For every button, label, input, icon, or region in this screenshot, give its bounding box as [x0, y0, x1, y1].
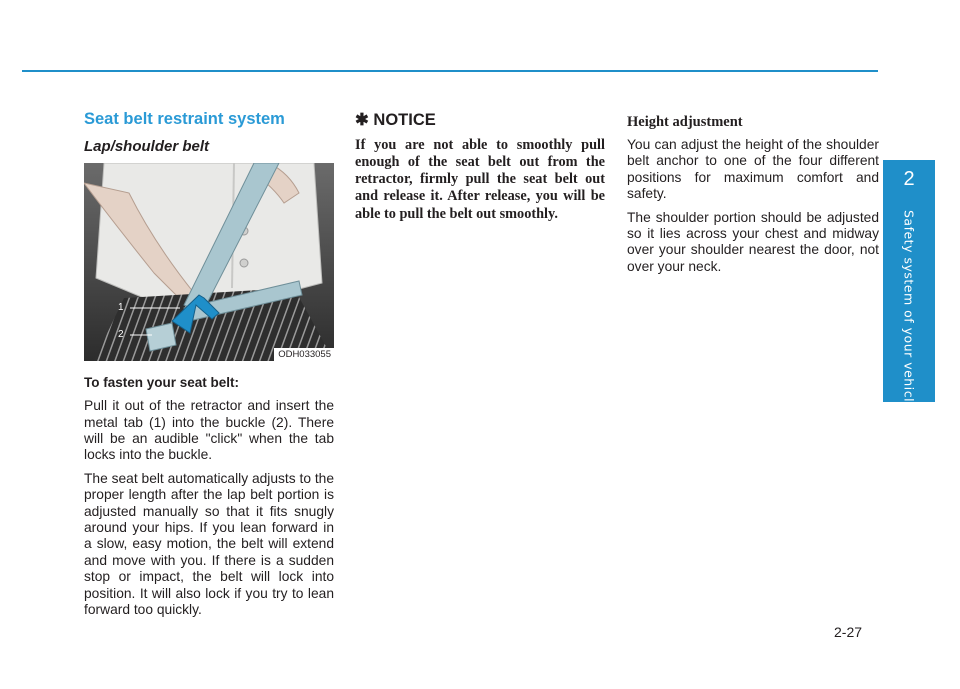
fasten-heading: To fasten your seat belt: — [84, 375, 240, 390]
height-adjustment-heading: Height adjustment — [627, 114, 743, 130]
column-middle — [355, 108, 605, 223]
callout-2: 2 — [118, 329, 124, 340]
figure-code: ODH033055 — [274, 348, 334, 361]
height-paragraph-1: You can adjust the height of the shoulder belt anchor to one of the four different positions for maximum comfort and safety. — [627, 137, 879, 202]
height-paragraph-2: The shoulder portion should be adjusted so it lies across your chest and midway over your shoulder nearest the door, not over your neck. — [627, 209, 879, 274]
notice-body: If you are not able to smoothly pull enough of the seat belt out from the retractor, firmly pull the seat belt out and release it. After release, you will be able to pull the belt out smoothly. — [355, 137, 605, 222]
callout-1: 1 — [118, 302, 124, 313]
column-left — [84, 108, 334, 625]
sub-title: Lap/shoulder belt — [84, 138, 210, 155]
column-right — [627, 108, 879, 282]
chapter-number: 2 — [903, 168, 915, 190]
chapter-title: Safety system of your vehicle — [901, 210, 917, 411]
top-rule — [22, 70, 878, 72]
notice-title: ✱ NOTICE — [355, 111, 436, 129]
adjust-paragraph: The seat belt automatically adjusts to the proper length after the lap belt portion is adjusted manually so that it fits snugly around your hips. If you lean forward in a slow, easy motion, the belt will extend and move with you. If there is a sudden stop or impact, the belt will lock into position. It will also lock if you try to lean forward too quickly. — [84, 470, 335, 618]
fasten-paragraph: Pull it out of the retractor and insert the metal tab (1) into the buckle (2). There will be an audible "click" when the tab locks into the buckle. — [84, 398, 334, 463]
seat-belt-figure — [84, 163, 334, 361]
chapter-side-tab[interactable] — [883, 160, 935, 411]
section-title: Seat belt restraint system — [84, 110, 285, 128]
page-number: 2-27 — [834, 624, 863, 640]
